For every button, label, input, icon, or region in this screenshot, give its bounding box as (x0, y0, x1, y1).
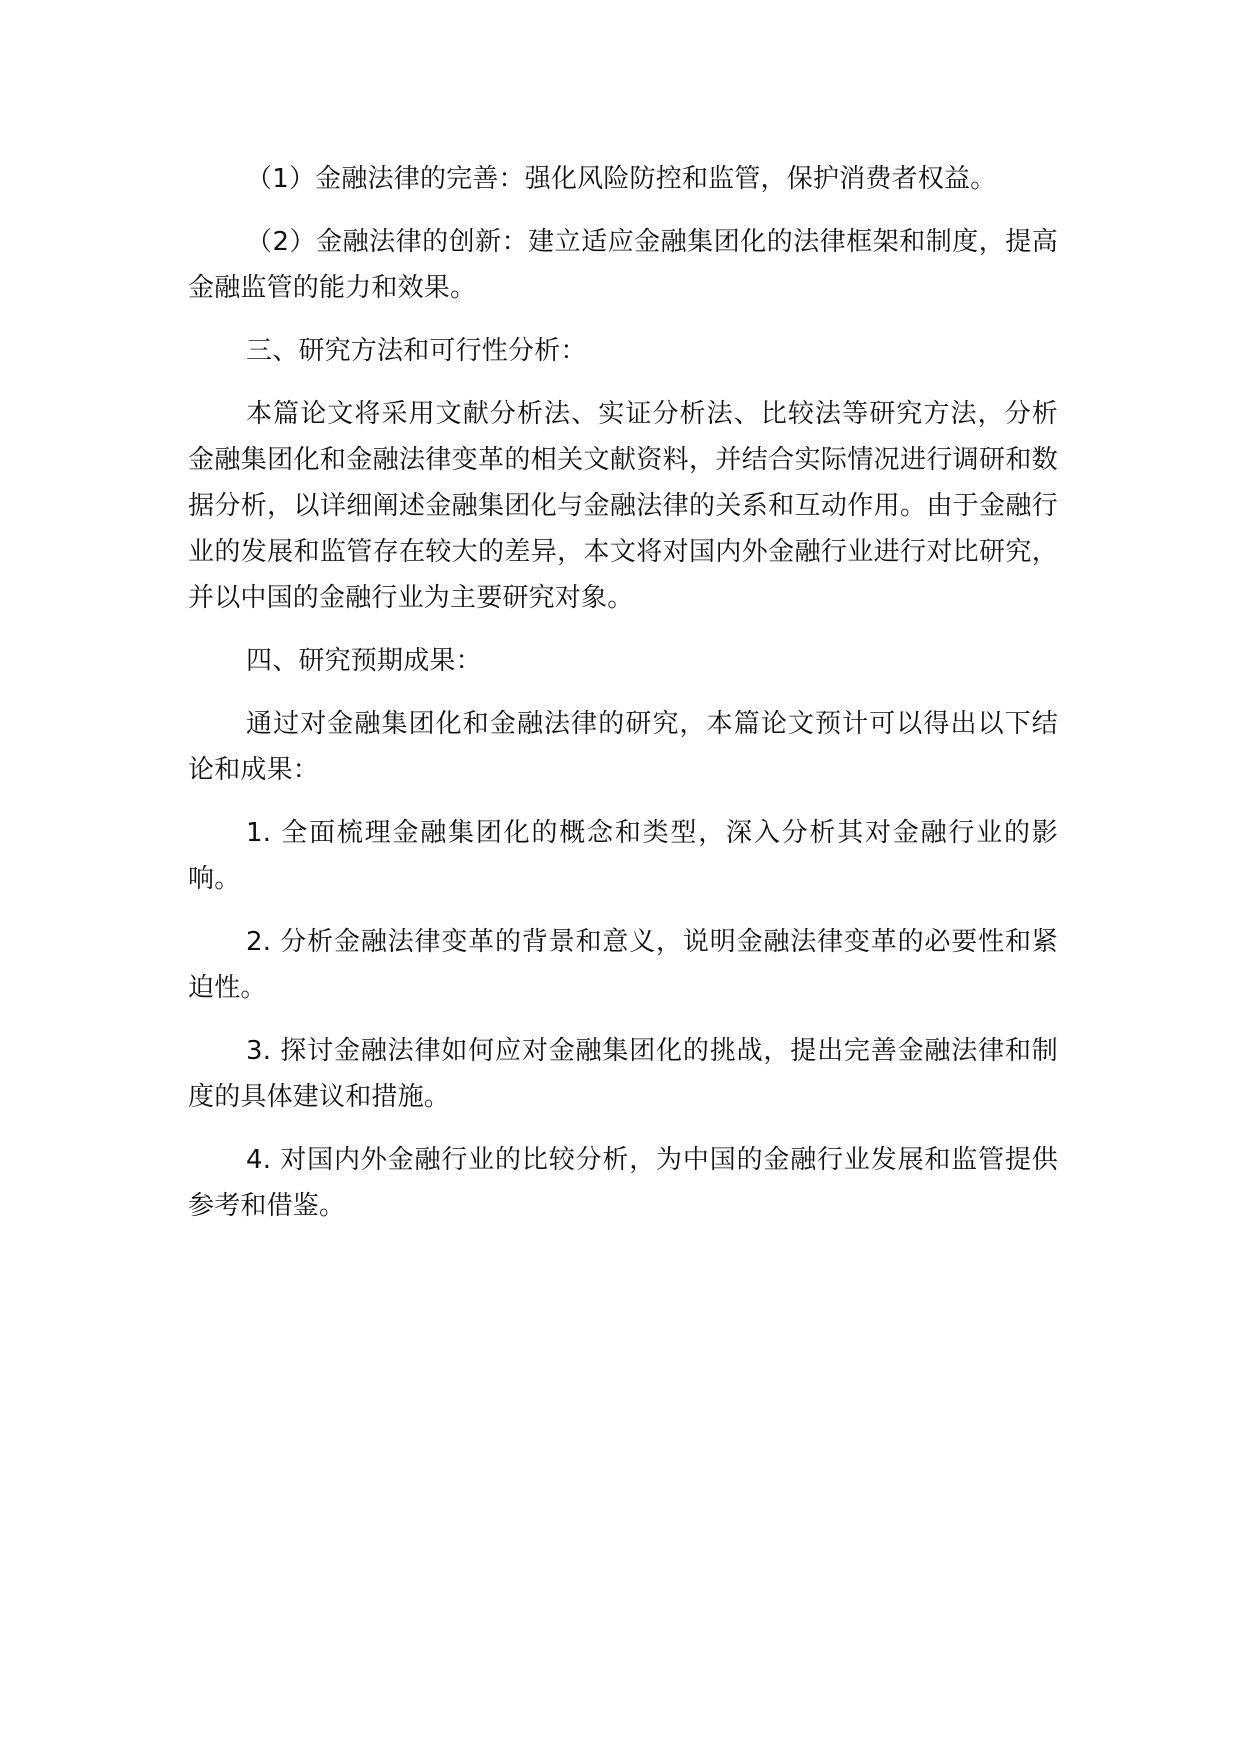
section-heading-4: 四、研究预期成果： (246, 646, 482, 676)
paragraph-2: （2）金融法律的创新：建立适应金融集团化的法律框架和制度，提高金融监管的能力和效果。 (188, 227, 1058, 303)
list-item-1: 1. 全面梳理金融集团化的概念和类型，深入分析其对金融行业的影响。 (188, 818, 1058, 894)
paragraph-4: 本篇论文将采用文献分析法、实证分析法、比较法等研究方法，分析金融集团化和金融法律变革的相关文献资料，并结合实际情况进行调研和数据分析，以详细阐述金融集团化与金融法律的关系和互动作用。由于金融行业的发展和监管存在较大的差异，本文将对国内外金融行业进行对比研究，并以中国的金融行业为主要研究对象。 (188, 399, 1058, 613)
paragraph-1: （1）金融法律的完善：强化风险防控和监管，保护消费者权益。 (246, 164, 997, 194)
list-item-2: 2. 分析金融法律变革的背景和意义，说明金融法律变革的必要性和紧迫性。 (188, 927, 1058, 1003)
list-item-4: 4. 对国内外金融行业的比较分析，为中国的金融行业发展和监管提供参考和借鉴。 (188, 1145, 1058, 1221)
list-item-3: 3. 探讨金融法律如何应对金融集团化的挑战，提出完善金融法律和制度的具体建议和措施。 (188, 1036, 1058, 1112)
document-body (188, 156, 1058, 1246)
section-heading-3: 三、研究方法和可行性分析： (246, 336, 587, 366)
paragraph-6: 通过对金融集团化和金融法律的研究，本篇论文预计可以得出以下结论和成果： (188, 709, 1058, 785)
